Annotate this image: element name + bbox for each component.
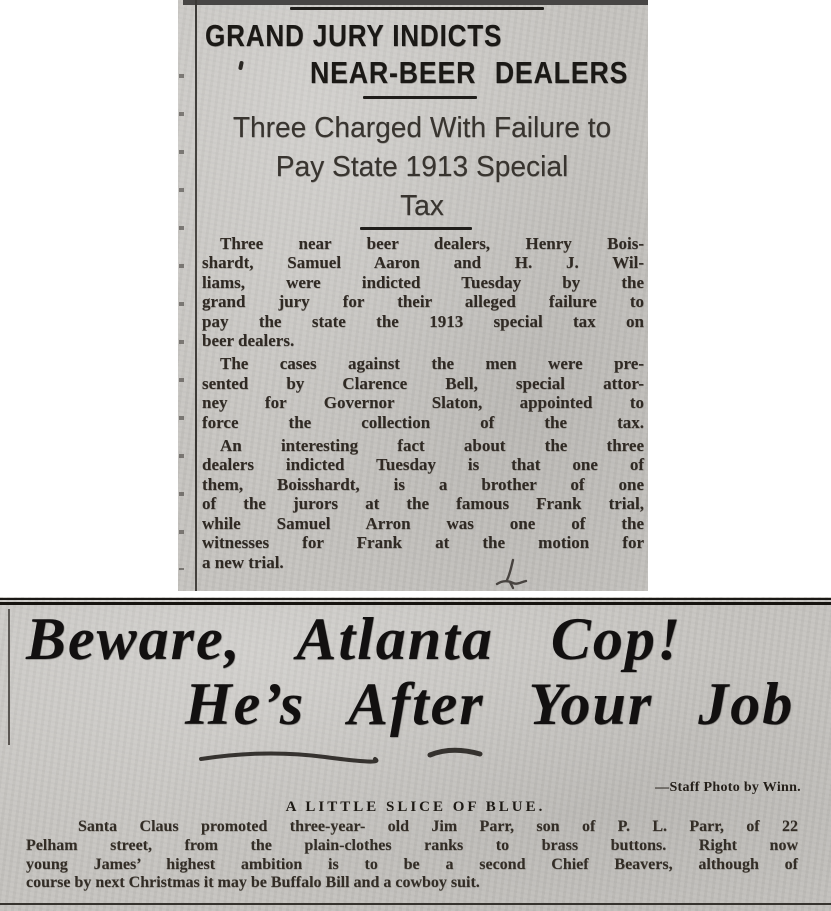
margin-artifact-dashes [179, 40, 184, 570]
double-rule-top-thick [0, 602, 831, 605]
body-line: An interesting fact about the three [220, 436, 644, 456]
column-rule [195, 0, 197, 591]
subhead-divider-rule [360, 227, 472, 230]
body-line: liams, were indicted Tuesday by the [202, 272, 644, 292]
clipping-beware-cop [0, 597, 831, 911]
paragraph-3 [202, 436, 644, 572]
body-line: pay the state the 1913 special tax on [202, 311, 644, 331]
article-body [202, 234, 644, 576]
subhead-line-2: Pay State 1913 Special [275, 151, 569, 183]
body-line: The cases against the men were pre- [220, 354, 644, 374]
subhead-line-1: Three Charged With Failure to [232, 112, 612, 144]
double-rule-top-thin [0, 598, 831, 600]
scan-edge-strip [183, 0, 648, 5]
body-line: beer dealers. [202, 331, 295, 351]
caption-body [26, 818, 798, 893]
body-line: grand jury for their alleged failure to [202, 292, 644, 312]
paragraph-2 [202, 354, 644, 432]
headline-line-1: GRAND JURY INDICTS [205, 18, 503, 53]
caption-title: A LITTLE SLICE OF BLUE. [285, 799, 546, 815]
body-line: witnesses for Frank at the motion for [202, 533, 644, 553]
caption-line: Pelham street, from the plain-clothes ranks to brass buttons. Right now [26, 836, 798, 854]
subhead-line-3: Tax [400, 190, 444, 222]
subheadline [209, 109, 636, 226]
caption-line: young James’ highest ambition is to be a second Chief Beavers, although of [26, 855, 798, 873]
scan-arc-artifact [195, 745, 495, 769]
bottom-rule [0, 903, 831, 905]
headline-divider-rule [363, 96, 477, 99]
banner-headline-line-1: Beware, Atlanta Cop! [26, 606, 683, 672]
caption-line: course by next Christmas it may be Buffalo Bill and a cowboy suit. [26, 874, 480, 892]
body-line: sented by Clarence Bell, special attor- [202, 373, 644, 393]
ink-speck [238, 61, 244, 71]
body-line: ney for Governor Slaton, appointed to [202, 393, 644, 413]
caption-line: Santa Claus promoted three-year- old Jim Parr, son of P. L. Parr, of 22 [78, 818, 798, 835]
body-line: dealers indicted Tuesday is that one of [202, 455, 644, 475]
clipping-grand-jury-article [178, 0, 648, 591]
banner-headline-line-2: He’s After Your Job [185, 671, 795, 737]
body-line: Three near beer dealers, Henry Bois- [220, 234, 644, 253]
left-column-rule [8, 609, 10, 745]
body-line: a new trial. [202, 552, 284, 572]
body-line: while Samuel Arron was one of the [202, 513, 644, 533]
body-line: shardt, Samuel Aaron and H. J. Wil- [202, 253, 644, 273]
body-line: of the jurors at the famous Frank trial, [202, 494, 644, 514]
ink-mark-artifact [493, 558, 533, 592]
body-line: them, Boisshardt, is a brother of one [202, 474, 644, 494]
body-line: force the collection of the tax. [202, 412, 644, 432]
headline-top-rule [290, 7, 544, 10]
headline-line-2: NEAR-BEER DEALERS [310, 55, 629, 90]
photo-credit: —Staff Photo by Winn. [655, 780, 801, 795]
paragraph-1 [202, 234, 644, 350]
